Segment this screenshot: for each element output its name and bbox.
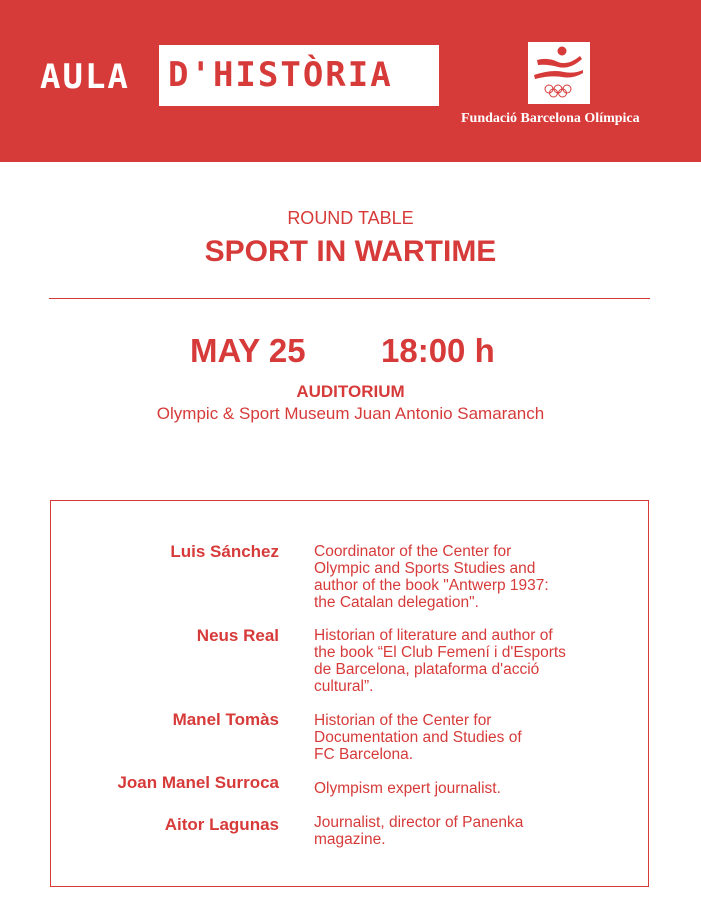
event-kicker: ROUND TABLE (287, 208, 414, 228)
event-date: MAY 25 (190, 332, 306, 369)
series-title-aula: AULA (40, 57, 130, 97)
event-title: SPORT IN WARTIME (204, 235, 497, 268)
speaker-bio: Journalist, director of Panenka magazine. (314, 814, 524, 848)
speaker-bio: Olympism expert journalist. (314, 780, 501, 797)
organization-name: Fundació Barcelona Olímpica (461, 111, 640, 126)
divider (49, 298, 650, 299)
speaker-bio: Historian of literature and author of the book “El Club Femení i d'Esports de Barcelona, plataforma d'acció cultural”. (314, 627, 566, 695)
speaker-name: Luis Sánchez (170, 542, 279, 561)
series-title-historia: D'HISTÒRIA (168, 55, 393, 95)
speaker-name: Joan Manel Surroca (117, 773, 279, 792)
barcelona-olympic-logo-icon (528, 42, 590, 104)
speaker-bio: Historian of the Center for Documentation and Studies of FC Barcelona. (314, 712, 522, 763)
speaker-bio: Coordinator of the Center for Olympic and Sports Studies and author of the book "Antwerp 1937: the Catalan delegation". (314, 543, 549, 611)
venue-label: AUDITORIUM (296, 382, 405, 401)
event-time: 18:00 h (381, 332, 495, 369)
speaker-name: Neus Real (196, 626, 279, 645)
speaker-name: Manel Tomàs (172, 710, 279, 729)
speaker-name: Aitor Lagunas (164, 815, 279, 834)
venue-place: Olympic & Sport Museum Juan Antonio Samaranch (156, 404, 545, 423)
